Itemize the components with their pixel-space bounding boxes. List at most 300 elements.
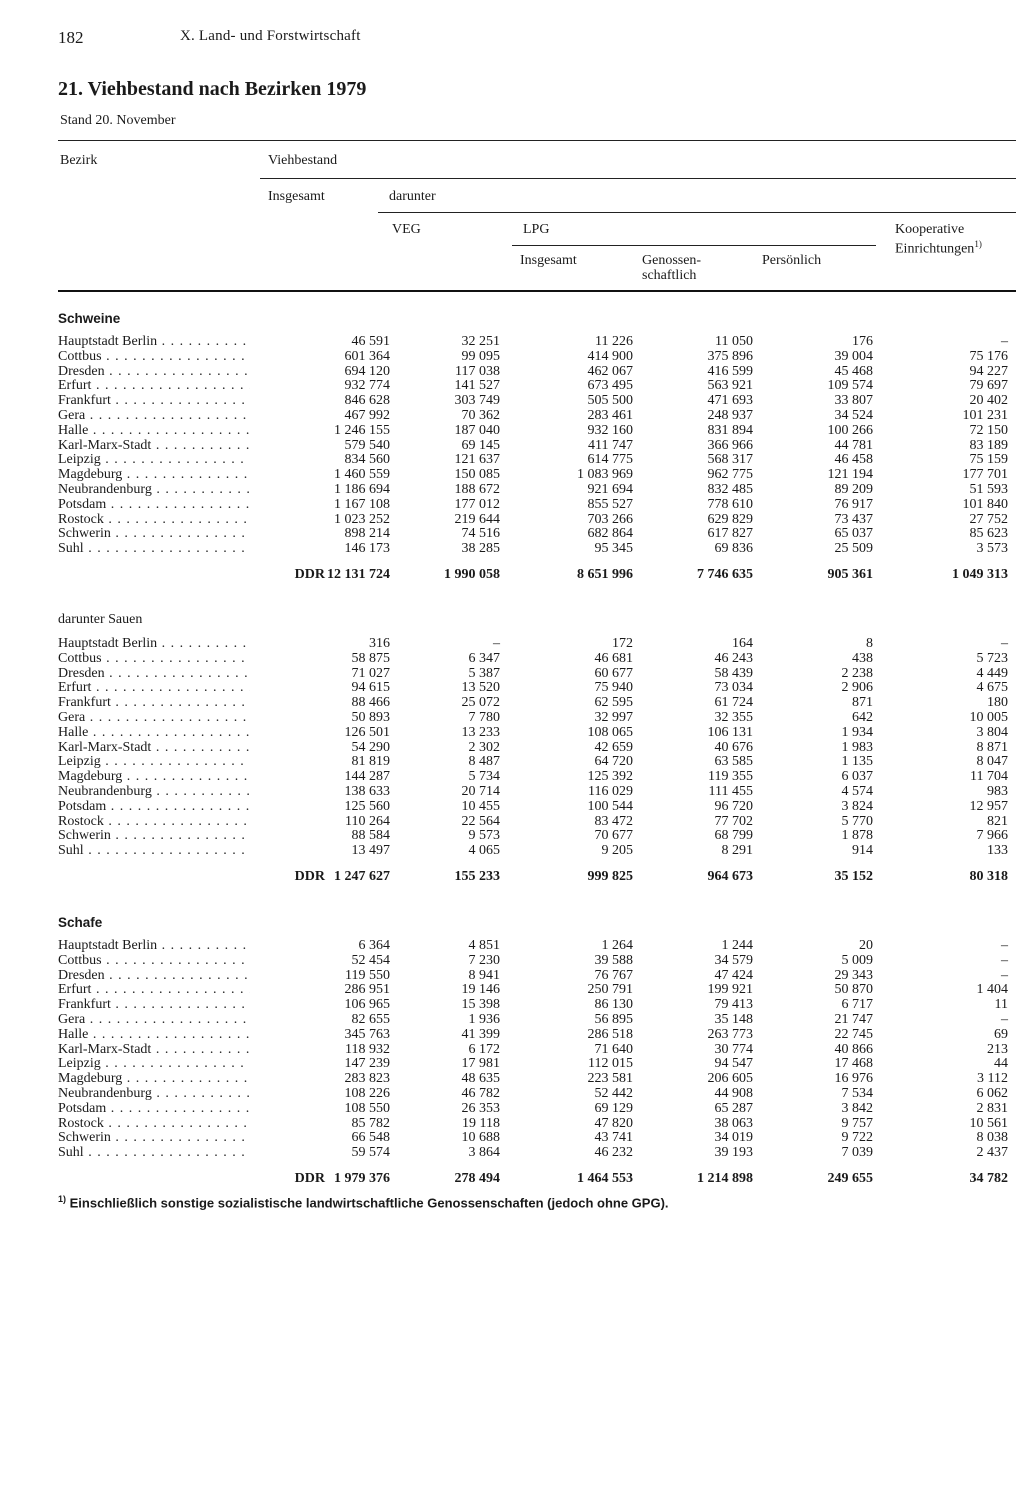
table-row — [58, 511, 1008, 528]
insgesamt-cell: 467 992 — [344, 407, 390, 423]
persoenlich-cell: 17 468 — [834, 1056, 873, 1072]
veg-cell: 19 118 — [462, 1115, 500, 1131]
genossenschaftlich-cell: 206 605 — [707, 1071, 753, 1087]
lpg-insgesamt-cell: 70 677 — [594, 828, 633, 844]
kooperative-cell: 10 561 — [969, 1115, 1008, 1131]
table-row — [58, 695, 1008, 711]
table-row — [58, 1130, 1008, 1146]
insgesamt-cell: 579 540 — [344, 437, 390, 453]
col-header-darunter: darunter — [389, 189, 436, 204]
persoenlich-cell: 642 — [852, 709, 873, 725]
lpg-insgesamt-cell: 100 544 — [587, 798, 633, 814]
insgesamt-cell: 283 823 — [344, 1071, 390, 1087]
total-genossenschaftlich-cell: 1 214 898 — [697, 1170, 753, 1186]
lpg-insgesamt-cell: 83 472 — [594, 813, 633, 829]
total-kooperative-cell: 34 782 — [969, 1170, 1008, 1186]
insgesamt-cell: 71 027 — [351, 665, 390, 681]
total-genossenschaftlich-cell: 7 746 635 — [697, 566, 753, 582]
veg-cell: 15 398 — [461, 997, 500, 1013]
bezirk-name: Halle . . . — [58, 726, 250, 741]
insgesamt-cell: 94 615 — [351, 680, 390, 696]
persoenlich-cell: 73 437 — [834, 511, 873, 527]
genossenschaftlich-cell: 32 355 — [714, 709, 753, 725]
insgesamt-cell: 13 497 — [351, 843, 390, 859]
insgesamt-cell: 108 226 — [344, 1085, 390, 1101]
insgesamt-cell: 898 214 — [344, 526, 390, 542]
kooperative-cell: 11 — [994, 997, 1008, 1013]
persoenlich-cell: 76 917 — [834, 496, 873, 512]
table-row — [58, 636, 1008, 652]
genossenschaftlich-cell: 111 455 — [708, 783, 753, 799]
persoenlich-cell: 109 574 — [827, 378, 873, 394]
insgesamt-cell: 52 454 — [351, 952, 390, 968]
persoenlich-cell: 2 238 — [841, 665, 873, 681]
genossenschaftlich-cell: 263 773 — [707, 1026, 753, 1042]
persoenlich-cell: 5 770 — [841, 813, 873, 829]
table-row — [58, 1145, 1008, 1161]
persoenlich-cell: 3 824 — [841, 798, 873, 814]
genossenschaftlich-cell: 106 131 — [707, 724, 753, 740]
veg-cell: 26 353 — [461, 1100, 500, 1116]
genossenschaftlich-cell: 30 774 — [714, 1041, 753, 1057]
lpg-insgesamt-cell: 95 345 — [594, 541, 633, 557]
persoenlich-cell: 20 — [859, 938, 873, 953]
genossenschaftlich-cell: 69 836 — [714, 541, 753, 557]
lpg-insgesamt-cell: 1 083 969 — [577, 467, 633, 483]
page-number: 182 — [58, 28, 84, 47]
bezirk-name: Magdeburg . . . — [58, 770, 250, 785]
lpg-insgesamt-cell: 682 864 — [587, 526, 633, 542]
table-row — [58, 650, 1008, 667]
genossenschaftlich-cell: 94 547 — [714, 1056, 753, 1072]
section-rows-sauen — [58, 636, 1008, 886]
persoenlich-cell: 100 266 — [827, 422, 873, 438]
bezirk-name: Frankfurt . . . — [58, 998, 250, 1013]
table-row — [58, 828, 1008, 844]
insgesamt-cell: 66 548 — [351, 1130, 390, 1146]
kooperative-cell: 2 831 — [976, 1100, 1008, 1116]
table-row — [58, 1115, 1008, 1132]
insgesamt-cell: 82 655 — [351, 1011, 390, 1027]
bezirk-name: Potsdam . . . — [58, 498, 250, 513]
persoenlich-cell: 914 — [852, 843, 873, 859]
lpg-insgesamt-cell: 46 681 — [594, 650, 633, 666]
bezirk-name: Schwerin . . . — [58, 1131, 250, 1146]
veg-cell: 6 172 — [468, 1041, 500, 1057]
total-label: DDR — [294, 1170, 325, 1186]
kooperative-cell: 180 — [987, 695, 1008, 711]
veg-cell: 38 285 — [461, 541, 500, 557]
col-header-veg: VEG — [392, 222, 421, 237]
total-insgesamt-cell: 1 979 376 — [334, 1170, 390, 1186]
lpg-insgesamt-cell: 69 129 — [594, 1100, 633, 1116]
bezirk-name: Suhl . . . — [58, 1146, 250, 1161]
bezirk-name: Magdeburg . . . — [58, 1072, 250, 1087]
kooperative-cell: 2 437 — [976, 1145, 1008, 1161]
persoenlich-cell: 1 878 — [841, 828, 873, 844]
insgesamt-cell: 85 782 — [351, 1115, 390, 1131]
veg-cell: – — [493, 636, 500, 651]
veg-cell: 8 487 — [468, 754, 500, 770]
insgesamt-cell: 846 628 — [344, 393, 390, 409]
bezirk-name: Potsdam . . . — [58, 800, 250, 815]
genossenschaftlich-cell: 79 413 — [714, 997, 753, 1013]
lpg-insgesamt-cell: 855 527 — [587, 496, 633, 512]
genossenschaftlich-cell: 471 693 — [707, 393, 753, 409]
kooperative-cell: 3 573 — [976, 541, 1008, 557]
genossenschaftlich-cell: 629 829 — [707, 511, 753, 527]
kooperative-cell: 79 697 — [969, 378, 1008, 394]
footnote-text: Einschließlich sonstige sozialistische landwirtschaftliche Genossenschaften (jedoch ohne GPG). — [69, 1195, 669, 1211]
veg-cell: 74 516 — [461, 526, 500, 542]
bezirk-name: Gera . . . — [58, 711, 250, 726]
lpg-insgesamt-cell: 172 — [612, 636, 633, 651]
lpg-insgesamt-cell: 76 767 — [594, 967, 633, 983]
table-title: 21. Viehbestand nach Bezirken 1979 — [58, 78, 367, 100]
bezirk-name: Leipzig . . . — [58, 453, 250, 468]
table-row — [58, 393, 1008, 409]
total-lpg-insgesamt-cell: 999 825 — [587, 868, 633, 884]
table-row — [58, 452, 1008, 468]
table-row — [58, 1011, 1008, 1028]
genossenschaftlich-cell: 375 896 — [707, 348, 753, 364]
table-row — [58, 378, 1008, 394]
bezirk-name: Neubrandenburg . . . — [58, 483, 250, 498]
insgesamt-cell: 146 173 — [344, 541, 390, 557]
veg-cell: 13 233 — [461, 724, 500, 740]
persoenlich-cell: 44 781 — [834, 437, 873, 453]
genossenschaftlich-cell: 68 799 — [714, 828, 753, 844]
table-row — [58, 363, 1008, 380]
genossenschaftlich-cell: 366 966 — [707, 437, 753, 453]
lpg-insgesamt-cell: 75 940 — [594, 680, 633, 696]
kooperative-cell: – — [1001, 967, 1008, 983]
persoenlich-cell: 121 194 — [827, 467, 873, 483]
veg-cell: 141 527 — [454, 378, 500, 394]
kooperative-cell: 213 — [987, 1041, 1008, 1057]
table-row — [58, 526, 1008, 542]
insgesamt-cell: 108 550 — [344, 1100, 390, 1116]
insgesamt-cell: 1 023 252 — [334, 511, 390, 527]
table-row — [58, 467, 1008, 483]
kooperative-cell: 83 189 — [969, 437, 1008, 453]
lpg-insgesamt-cell: 223 581 — [587, 1071, 633, 1087]
kooperative-cell: 44 — [994, 1056, 1008, 1072]
table-row — [58, 481, 1008, 498]
total-lpg-insgesamt-cell: 1 464 553 — [577, 1170, 633, 1186]
persoenlich-cell: 6 717 — [841, 997, 873, 1013]
total-row — [58, 1170, 1008, 1188]
insgesamt-cell: 54 290 — [351, 739, 390, 755]
lpg-insgesamt-cell: 64 720 — [594, 754, 633, 770]
insgesamt-cell: 118 932 — [345, 1041, 390, 1057]
persoenlich-cell: 21 747 — [834, 1011, 873, 1027]
table-row — [58, 1100, 1008, 1117]
table-subtitle: Stand 20. November — [60, 113, 176, 128]
col-header-genossenschaftlich-1: Genossen- — [642, 253, 702, 268]
col-header-einrichtungen: Einrichtungen$^{1)}$ — [895, 239, 982, 257]
bezirk-name: Halle . . . — [58, 424, 250, 439]
veg-cell: 121 637 — [454, 452, 500, 468]
genossenschaftlich-cell: 58 439 — [714, 665, 753, 681]
footnote — [58, 1194, 669, 1210]
veg-cell: 8 941 — [468, 967, 500, 983]
lpg-insgesamt-cell: 43 741 — [594, 1130, 633, 1146]
kooperative-cell: 7 966 — [976, 828, 1008, 844]
kooperative-cell: 8 871 — [976, 739, 1008, 755]
bezirk-name: Neubrandenburg . . . — [58, 785, 250, 800]
persoenlich-cell: 39 004 — [834, 348, 873, 364]
bezirk-name: Rostock . . . — [58, 815, 250, 830]
persoenlich-cell: 50 870 — [834, 982, 873, 998]
insgesamt-cell: 59 574 — [351, 1145, 390, 1161]
genossenschaftlich-cell: 61 724 — [714, 695, 753, 711]
persoenlich-cell: 40 866 — [834, 1041, 873, 1057]
lpg-insgesamt-cell: 86 130 — [594, 997, 633, 1013]
genossenschaftlich-cell: 11 050 — [715, 334, 753, 349]
total-insgesamt-cell: 1 247 627 — [334, 868, 390, 884]
footnote-marker: 1) — [974, 239, 982, 249]
persoenlich-cell: 2 906 — [841, 680, 873, 696]
persoenlich-cell: 3 842 — [841, 1100, 873, 1116]
persoenlich-cell: 438 — [852, 650, 873, 666]
veg-cell: 4 065 — [468, 843, 500, 859]
bezirk-name: Leipzig . . . — [58, 755, 250, 770]
table-row — [58, 843, 1008, 859]
persoenlich-cell: 7 534 — [841, 1085, 873, 1101]
kooperative-cell: 101 231 — [962, 407, 1008, 423]
lpg-insgesamt-cell: 411 747 — [588, 437, 633, 453]
insgesamt-cell: 125 560 — [344, 798, 390, 814]
persoenlich-cell: 9 757 — [841, 1115, 873, 1131]
bezirk-name: Dresden . . . — [58, 365, 250, 380]
persoenlich-cell: 6 037 — [841, 769, 873, 785]
total-veg-cell: 278 494 — [454, 1170, 500, 1186]
chapter-title: X. Land- und Forstwirtschaft — [180, 28, 361, 44]
genossenschaftlich-cell: 73 034 — [714, 680, 753, 696]
table-row — [58, 938, 1008, 954]
genossenschaftlich-cell: 1 244 — [721, 938, 753, 953]
bezirk-name: Erfurt . . . — [58, 379, 250, 394]
bezirk-name: Gera . . . — [58, 409, 250, 424]
bezirk-name: Dresden . . . — [58, 667, 250, 682]
bezirk-name: Erfurt . . . — [58, 983, 250, 998]
insgesamt-cell: 286 951 — [344, 982, 390, 998]
footnote-mark: 1) — [58, 1194, 67, 1204]
kooperative-cell: – — [1001, 938, 1008, 953]
insgesamt-cell: 110 264 — [345, 813, 390, 829]
veg-cell: 3 864 — [468, 1145, 500, 1161]
bezirk-name: Suhl . . . — [58, 844, 250, 859]
lpg-insgesamt-cell: 286 518 — [587, 1026, 633, 1042]
veg-cell: 187 040 — [454, 422, 500, 438]
lpg-insgesamt-cell: 108 065 — [587, 724, 633, 740]
insgesamt-cell: 138 633 — [344, 783, 390, 799]
lpg-insgesamt-cell: 921 694 — [587, 481, 633, 497]
total-veg-cell: 1 990 058 — [444, 566, 500, 582]
veg-cell: 6 347 — [468, 650, 500, 666]
bezirk-name: Rostock . . . — [58, 513, 250, 528]
veg-cell: 10 455 — [461, 798, 500, 814]
persoenlich-cell: 871 — [852, 695, 873, 711]
veg-cell: 9 573 — [468, 828, 500, 844]
lpg-insgesamt-cell: 1 264 — [601, 938, 633, 953]
bezirk-name: Rostock . . . — [58, 1117, 250, 1132]
kooperative-cell: – — [1001, 334, 1008, 349]
table-row — [58, 754, 1008, 770]
kooperative-cell: 51 593 — [969, 481, 1008, 497]
persoenlich-cell: 1 983 — [841, 739, 873, 755]
total-veg-cell: 155 233 — [454, 868, 500, 884]
total-persoenlich-cell: 249 655 — [827, 1170, 873, 1186]
kooperative-cell: 27 752 — [969, 511, 1008, 527]
genossenschaftlich-cell: 962 775 — [707, 467, 753, 483]
lpg-insgesamt-cell: 283 461 — [587, 407, 633, 423]
persoenlich-cell: 9 722 — [841, 1130, 873, 1146]
col-header-insgesamt: Insgesamt — [268, 189, 325, 204]
lpg-insgesamt-cell: 673 495 — [587, 378, 633, 394]
table-row — [58, 739, 1008, 756]
lpg-insgesamt-cell: 125 392 — [587, 769, 633, 785]
kooperative-cell: 3 112 — [977, 1071, 1008, 1087]
lpg-insgesamt-cell: 32 997 — [594, 709, 633, 725]
kooperative-cell: 5 723 — [976, 650, 1008, 666]
col-header-lpg: LPG — [523, 222, 550, 237]
table-row — [58, 541, 1008, 557]
total-label: DDR — [294, 566, 325, 582]
persoenlich-cell: 65 037 — [834, 526, 873, 542]
genossenschaftlich-cell: 8 291 — [721, 843, 753, 859]
insgesamt-cell: 1 167 108 — [334, 496, 390, 512]
total-kooperative-cell: 1 049 313 — [952, 566, 1008, 582]
insgesamt-cell: 119 550 — [345, 967, 390, 983]
kooperative-cell: 94 227 — [969, 363, 1008, 379]
lpg-insgesamt-cell: 56 895 — [594, 1011, 633, 1027]
veg-cell: 69 145 — [461, 437, 500, 453]
persoenlich-cell: 34 524 — [834, 407, 873, 423]
genossenschaftlich-cell: 119 355 — [708, 769, 753, 785]
persoenlich-cell: 176 — [852, 334, 873, 349]
table-row — [58, 982, 1008, 998]
bezirk-name: Frankfurt . . . — [58, 394, 250, 409]
total-persoenlich-cell: 35 152 — [834, 868, 873, 884]
bezirk-name: Hauptstadt Berlin . . . — [58, 637, 250, 652]
lpg-insgesamt-cell: 116 029 — [588, 783, 633, 799]
insgesamt-cell: 50 893 — [351, 709, 390, 725]
total-label: DDR — [294, 868, 325, 884]
veg-cell: 70 362 — [461, 407, 500, 423]
veg-cell: 32 251 — [461, 334, 500, 349]
section-rows-schweine — [58, 334, 1008, 584]
col-header-persoenlich: Persönlich — [762, 253, 822, 268]
insgesamt-cell: 106 965 — [344, 997, 390, 1013]
insgesamt-cell: 88 584 — [351, 828, 390, 844]
veg-cell: 2 302 — [468, 739, 500, 755]
table-row — [58, 422, 1008, 439]
bezirk-name: Karl-Marx-Stadt . . . — [58, 1043, 250, 1058]
kooperative-cell: 983 — [987, 783, 1008, 799]
kooperative-cell: 133 — [987, 843, 1008, 859]
genossenschaftlich-cell: 416 599 — [707, 363, 753, 379]
insgesamt-cell: 81 819 — [351, 754, 390, 770]
kooperative-cell: 4 449 — [976, 665, 1008, 681]
table-row — [58, 997, 1008, 1013]
veg-cell: 99 095 — [461, 348, 500, 364]
table-row — [58, 348, 1008, 365]
lpg-insgesamt-cell: 11 226 — [595, 334, 633, 349]
lpg-insgesamt-cell: 9 205 — [601, 843, 633, 859]
genossenschaftlich-cell: 164 — [732, 636, 753, 651]
insgesamt-cell: 601 364 — [344, 348, 390, 364]
bezirk-name: Karl-Marx-Stadt . . . — [58, 741, 250, 756]
kooperative-cell: 6 062 — [976, 1085, 1008, 1101]
bezirk-name: Potsdam . . . — [58, 1102, 250, 1117]
lpg-insgesamt-cell: 505 500 — [587, 393, 633, 409]
kooperative-cell: 1 404 — [976, 982, 1008, 998]
kooperative-cell: – — [1001, 952, 1008, 968]
veg-cell: 117 038 — [455, 363, 500, 379]
section-label-sauen: darunter Sauen — [58, 612, 143, 627]
col-header-lpg-insgesamt: Insgesamt — [520, 253, 577, 268]
insgesamt-cell: 1 460 559 — [334, 467, 390, 483]
genossenschaftlich-cell: 563 921 — [707, 378, 753, 394]
veg-cell: 7 780 — [468, 709, 500, 725]
header-rule-viehbestand — [260, 178, 1016, 179]
genossenschaftlich-cell: 40 676 — [714, 739, 753, 755]
genossenschaftlich-cell: 38 063 — [714, 1115, 753, 1131]
genossenschaftlich-cell: 248 937 — [707, 407, 753, 423]
lpg-insgesamt-cell: 42 659 — [594, 739, 633, 755]
section-label-schafe: Schafe — [58, 915, 103, 930]
persoenlich-cell: 16 976 — [834, 1071, 873, 1087]
lpg-insgesamt-cell: 46 232 — [594, 1145, 633, 1161]
veg-cell: 4 851 — [468, 938, 500, 953]
insgesamt-cell: 1 246 155 — [334, 422, 390, 438]
lpg-insgesamt-cell: 703 266 — [587, 511, 633, 527]
persoenlich-cell: 4 574 — [841, 783, 873, 799]
genossenschaftlich-cell: 39 193 — [714, 1145, 753, 1161]
col-header-kooperative: Kooperative — [895, 222, 965, 237]
veg-cell: 19 146 — [461, 982, 500, 998]
header-rule-lpg — [512, 245, 876, 246]
persoenlich-cell: 46 458 — [834, 452, 873, 468]
genossenschaftlich-cell: 35 148 — [714, 1011, 753, 1027]
insgesamt-cell: 316 — [369, 636, 390, 651]
bezirk-name: Hauptstadt Berlin . . . — [58, 939, 250, 954]
bezirk-name: Frankfurt . . . — [58, 696, 250, 711]
genossenschaftlich-cell: 47 424 — [714, 967, 753, 983]
kooperative-cell: 75 159 — [969, 452, 1008, 468]
genossenschaftlich-cell: 34 579 — [714, 952, 753, 968]
genossenschaftlich-cell: 199 921 — [707, 982, 753, 998]
kooperative-cell: – — [1001, 636, 1008, 651]
persoenlich-cell: 5 009 — [841, 952, 873, 968]
table-row — [58, 813, 1008, 830]
veg-cell: 177 012 — [454, 496, 500, 512]
lpg-insgesamt-cell: 250 791 — [587, 982, 633, 998]
genossenschaftlich-cell: 34 019 — [714, 1130, 753, 1146]
kooperative-cell: 72 150 — [969, 422, 1008, 438]
bezirk-name: Karl-Marx-Stadt . . . — [58, 439, 250, 454]
insgesamt-cell: 147 239 — [344, 1056, 390, 1072]
bezirk-name: Schwerin . . . — [58, 527, 250, 542]
genossenschaftlich-cell: 44 908 — [714, 1085, 753, 1101]
table-row — [58, 1041, 1008, 1058]
kooperative-cell: 3 804 — [976, 724, 1008, 740]
kooperative-cell: 8 038 — [976, 1130, 1008, 1146]
persoenlich-cell: 22 745 — [834, 1026, 873, 1042]
kooperative-cell: 101 840 — [962, 496, 1008, 512]
